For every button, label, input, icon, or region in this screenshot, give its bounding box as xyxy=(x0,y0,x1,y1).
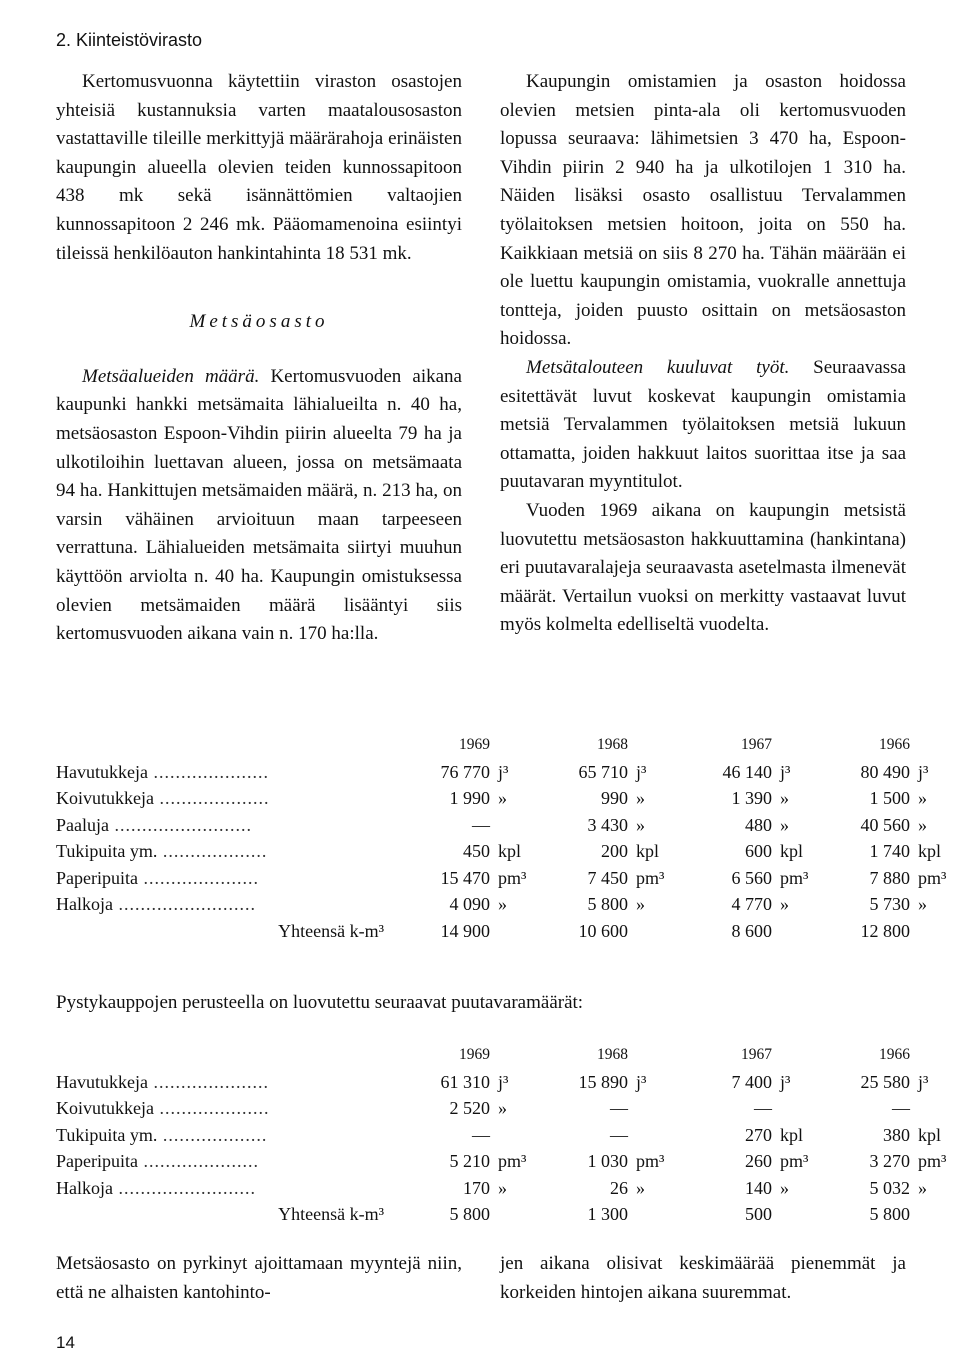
leader-dots: .................... xyxy=(153,1098,270,1118)
cell-value: 170 xyxy=(463,1177,490,1198)
left-column xyxy=(56,68,462,649)
cell-unit xyxy=(910,1095,950,1122)
table-row xyxy=(56,891,950,918)
cell-unit: » xyxy=(918,1177,927,1198)
cell-unit xyxy=(772,1095,826,1122)
leader-dots: ................... xyxy=(157,1124,268,1145)
year-header: 1969 xyxy=(459,1046,490,1063)
table-row xyxy=(56,1069,950,1096)
year-header: 1968 xyxy=(597,1046,628,1063)
cell-unit: pm³ xyxy=(636,1151,665,1171)
row-label-text: Halkoja xyxy=(56,894,113,914)
total-value: 500 xyxy=(745,1204,772,1224)
cell-value: — xyxy=(754,1098,772,1118)
year-header: 1969 xyxy=(459,736,490,753)
year-header: 1967 xyxy=(741,1046,772,1063)
row-label-text: Halkoja xyxy=(56,1177,113,1198)
timber-table-own-harvest xyxy=(56,732,950,944)
cell-unit: » xyxy=(780,788,789,808)
cell-unit: kpl xyxy=(780,1124,804,1145)
cell-value: 270 xyxy=(745,1124,772,1145)
row-label-text: Paaluja xyxy=(56,814,109,835)
leader-dots: ......................... xyxy=(112,894,256,914)
cell-unit: pm³ xyxy=(636,867,665,888)
cell-value: 25 580 xyxy=(860,1071,910,1092)
cell-value: 5 210 xyxy=(449,1151,490,1171)
table-header-row xyxy=(56,732,950,759)
cell-unit: kpl xyxy=(780,841,804,861)
cell-unit: pm³ xyxy=(918,867,947,888)
leader-dots: ................... xyxy=(157,841,268,861)
running-header: 2. Kiinteistövirasto xyxy=(56,30,203,50)
cell-value: 1 990 xyxy=(449,788,490,808)
left-paragraph-2-title: Metsäalueiden määrä. xyxy=(82,365,260,387)
cell-unit: pm³ xyxy=(498,867,527,888)
cell-unit: » xyxy=(918,788,927,808)
year-header: 1966 xyxy=(879,1046,910,1063)
total-value: 5 800 xyxy=(449,1204,490,1224)
row-label xyxy=(56,1122,406,1149)
cell-value: 1 030 xyxy=(587,1151,628,1171)
total-value: 14 900 xyxy=(440,920,490,941)
cell-unit: » xyxy=(498,1098,507,1118)
cell-unit: kpl xyxy=(918,1124,942,1145)
row-label xyxy=(56,1069,406,1096)
bottom-right-text: jen aikana olisivat keskimäärää pienemmät ja korkeiden hintojen aikana suuremmat. xyxy=(500,1253,906,1303)
cell-value: — xyxy=(610,1098,628,1118)
right-paragraph-2-text: Seuraavassa esitettävät luvut koskevat kaupungin omistamia metsiä Tervalammen työlaitoksen metsiä lukuun ottamatta, joiden hakkuut laitos suorittaa itse ja saa puutavaran myyntitulot. xyxy=(500,356,906,493)
cell-unit: » xyxy=(498,1177,507,1198)
year-header: 1968 xyxy=(597,736,628,753)
row-label-text: Koivutukkeja xyxy=(56,788,154,808)
cell-unit xyxy=(490,1122,550,1149)
cell-value: 40 560 xyxy=(860,814,910,835)
total-row xyxy=(56,918,950,945)
cell-value: 7 400 xyxy=(731,1071,772,1092)
left-paragraph-1: Kertomusvuonna käytettiin viraston osastojen yhteisiä kustannuksia varten maatalousosaston vastattaville tileille merkittyjä määrärahoja erinäisten kaupungin alueella olevien teiden kunnossapitoon 438 mk sekä isännättömien valtaojien kunnossapitoon 2 246 mk. Pääomamenoina esiintyi tileissä henkilöauton hankintahinta 18 531 mk. xyxy=(56,71,462,264)
section-heading: Metsäosasto xyxy=(189,311,329,333)
cell-unit: j³ xyxy=(918,761,929,782)
table-header-row xyxy=(56,1042,950,1069)
cell-unit: » xyxy=(498,788,507,808)
cell-value: 140 xyxy=(745,1177,772,1198)
cell-unit: j³ xyxy=(780,761,791,782)
cell-value: 15 470 xyxy=(440,867,490,888)
cell-unit: » xyxy=(498,894,507,914)
cell-value: 76 770 xyxy=(440,761,490,782)
right-column xyxy=(500,68,906,640)
cell-value: 200 xyxy=(601,841,628,861)
cell-value: 6 560 xyxy=(731,867,772,888)
row-label-text: Havutukkeja xyxy=(56,761,148,782)
cell-unit: j³ xyxy=(918,1071,929,1092)
table-row xyxy=(56,838,950,865)
cell-value: 7 880 xyxy=(869,867,910,888)
cell-value: 80 490 xyxy=(860,761,910,782)
row-label xyxy=(56,1148,406,1175)
leader-dots: ..................... xyxy=(147,1071,269,1092)
table-row xyxy=(56,812,950,839)
cell-value: 15 890 xyxy=(578,1071,628,1092)
total-value: 12 800 xyxy=(860,920,910,941)
cell-unit: kpl xyxy=(636,841,660,861)
total-value: 10 600 xyxy=(578,920,628,941)
table-row xyxy=(56,1122,950,1149)
timber-table-standing-sales xyxy=(56,1042,950,1228)
row-label xyxy=(56,759,406,786)
cell-unit xyxy=(628,1095,688,1122)
table-row xyxy=(56,759,950,786)
table-body xyxy=(56,759,950,918)
cell-value: 2 520 xyxy=(449,1098,490,1118)
cell-value: 1 500 xyxy=(869,788,910,808)
cell-value: 4 770 xyxy=(731,894,772,914)
cell-unit: » xyxy=(636,788,645,808)
page-number: 14 xyxy=(56,1333,75,1352)
year-header: 1967 xyxy=(741,736,772,753)
cell-unit: kpl xyxy=(498,841,522,861)
total-value: 5 800 xyxy=(869,1204,910,1224)
left-paragraph-2 xyxy=(56,363,462,649)
cell-unit: » xyxy=(780,894,789,914)
cell-value: 990 xyxy=(601,788,628,808)
total-row xyxy=(56,1201,950,1228)
cell-value: 380 xyxy=(883,1124,910,1145)
table-row xyxy=(56,1095,950,1122)
table-row xyxy=(56,1175,950,1202)
table-row xyxy=(56,1148,950,1175)
cell-value: — xyxy=(892,1098,910,1118)
cell-value: 1 390 xyxy=(731,788,772,808)
cell-value: 5 800 xyxy=(587,894,628,914)
cell-value: 46 140 xyxy=(722,761,772,782)
year-header: 1966 xyxy=(879,736,910,753)
cell-value: 1 740 xyxy=(869,841,910,861)
cell-unit: j³ xyxy=(498,761,509,782)
cell-value: 3 430 xyxy=(587,814,628,835)
row-label xyxy=(56,785,406,812)
row-label xyxy=(56,838,406,865)
cell-unit: j³ xyxy=(636,761,647,782)
right-paragraph-2 xyxy=(500,354,906,497)
cell-value: — xyxy=(610,1124,628,1145)
row-label-text: Tukipuita ym. xyxy=(56,1124,158,1145)
row-label xyxy=(56,812,406,839)
right-paragraph-1: Kaupungin omistamien ja osaston hoidossa olevien metsien pinta-ala oli kertomusvuoden lopussa seuraava: lähimetsien 3 470 ha, Espoon-Vihdin piirin 2 940 ha ja ulkotilojen 1 310 ha. Näiden lisäksi osasto osallistuu Tervalammen työlaitoksen metsien hoitoon, joita on 550 ha. Kaikkiaan metsiä on siis 8 270 ha. Tähän määrään ei ole luettu kaupungin omistamia, vuokralle annettuja tontteja, joiden puusto osittain on metsäosaston hoidossa. xyxy=(500,71,906,350)
section-intro-line: Pystykauppojen perusteella on luovutettu seuraavat puutavaramäärät: xyxy=(56,992,584,1013)
table-row xyxy=(56,865,950,892)
table-body xyxy=(56,1069,950,1202)
cell-unit: » xyxy=(780,1177,789,1198)
cell-unit xyxy=(490,812,550,839)
cell-value: 65 710 xyxy=(578,761,628,782)
row-label-text: Paperipuita xyxy=(56,867,138,888)
cell-value: 260 xyxy=(745,1151,772,1171)
cell-unit: kpl xyxy=(918,841,942,861)
leader-dots: ..................... xyxy=(147,761,269,782)
cell-unit: pm³ xyxy=(780,867,809,888)
row-label xyxy=(56,891,406,918)
cell-unit: pm³ xyxy=(498,1151,527,1171)
left-paragraph-2-text: Kertomusvuoden aikana kaupunki hankki metsämaita lähialueilta n. 40 ha, metsäosaston Espoon-Vihdin piirin alueelta 79 ha ja ulkotiloihin luettavan alueen, jossa on metsämaata 94 ha. Hankittujen metsämaiden määrä, n. 213 ha, on varsin vähäinen arvioituun maan tarpeeseen verrattuna. Lähialueiden metsämaita siirtyi muuhun käyttöön arviolta n. 40 ha. Kaupungin omistuksessa olevien metsämaiden määrä lisääntyi siis kertomusvuoden aikana vain n. 170 ha:lla. xyxy=(56,365,462,645)
cell-value: 480 xyxy=(745,814,772,835)
total-value: 8 600 xyxy=(731,920,772,941)
leader-dots: ......................... xyxy=(112,1177,256,1198)
cell-unit: j³ xyxy=(780,1071,791,1092)
cell-value: 3 270 xyxy=(869,1151,910,1171)
cell-value: 5 730 xyxy=(869,894,910,914)
right-paragraph-3: Vuoden 1969 aikana on kaupungin metsistä luovutettu metsäosaston hakkuuttamina (hankintana) eri puutavaralajeja seuraavasta asetelmasta ilmenevät määrät. Vertailun vuoksi on merkitty vastaavat luvut myös kolmelta edelliseltä vuodelta. xyxy=(500,499,906,636)
row-label xyxy=(56,1095,406,1122)
leader-dots: .................... xyxy=(153,788,270,808)
cell-unit xyxy=(628,1122,688,1149)
leader-dots: ..................... xyxy=(137,1151,259,1171)
total-value: 1 300 xyxy=(587,1204,628,1224)
cell-unit: » xyxy=(780,814,789,835)
table-row xyxy=(56,785,950,812)
row-label-text: Havutukkeja xyxy=(56,1071,148,1092)
cell-unit: pm³ xyxy=(918,1151,947,1171)
right-paragraph-2-title: Metsätalouteen kuuluvat työt. xyxy=(526,356,790,378)
cell-value: 26 xyxy=(610,1177,628,1198)
leader-dots: ..................... xyxy=(137,867,259,888)
cell-value: — xyxy=(472,814,490,835)
cell-value: — xyxy=(472,1124,490,1145)
leader-dots: ......................... xyxy=(108,814,252,835)
cell-unit: » xyxy=(918,894,927,914)
cell-value: 5 032 xyxy=(869,1177,910,1198)
bottom-left-text: Metsäosasto on pyrkinyt ajoittamaan myyntejä niin, että ne alhaisten kantohinto- xyxy=(56,1253,462,1303)
cell-value: 61 310 xyxy=(440,1071,490,1092)
cell-unit: » xyxy=(636,814,645,835)
cell-unit: j³ xyxy=(636,1071,647,1092)
cell-unit: » xyxy=(636,1177,645,1198)
cell-unit: pm³ xyxy=(780,1151,809,1171)
row-label-text: Paperipuita xyxy=(56,1151,138,1171)
cell-unit: » xyxy=(636,894,645,914)
cell-value: 7 450 xyxy=(587,867,628,888)
cell-value: 450 xyxy=(463,841,490,861)
row-label-text: Koivutukkeja xyxy=(56,1098,154,1118)
total-label: Yhteensä k-m³ xyxy=(278,920,384,941)
cell-value: 4 090 xyxy=(449,894,490,914)
row-label xyxy=(56,1175,406,1202)
cell-unit: j³ xyxy=(498,1071,509,1092)
cell-unit: » xyxy=(918,814,927,835)
cell-value: 600 xyxy=(745,841,772,861)
row-label xyxy=(56,865,406,892)
total-label: Yhteensä k-m³ xyxy=(278,1204,384,1224)
row-label-text: Tukipuita ym. xyxy=(56,841,158,861)
